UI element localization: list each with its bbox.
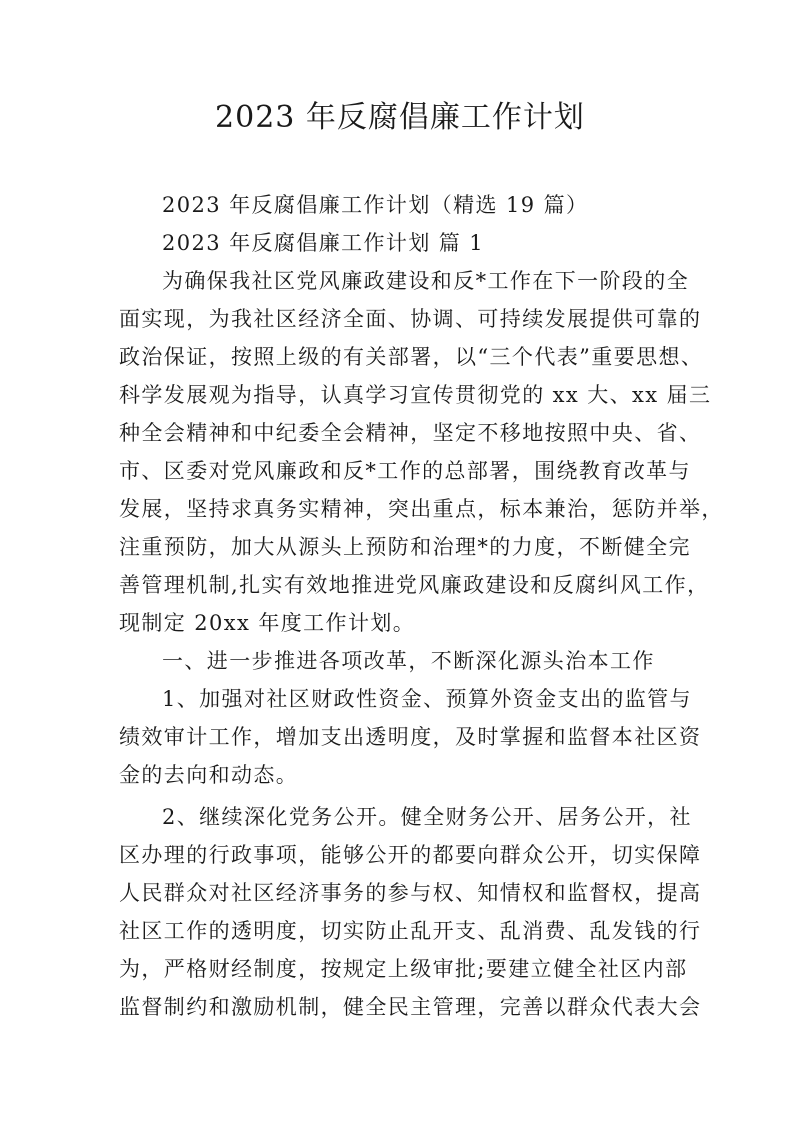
text-line: 金的去向和动态。 [119,763,299,787]
text-line: 2023 年反腐倡廉工作计划（精选 19 篇） [162,193,589,217]
document-body [119,186,724,1026]
text-line: 为确保我社区党风廉政建设和反*工作在下一阶段的全 [162,269,690,293]
text-line: 绩效审计工作，增加支出透明度，及时掌握和监督本社区资 [119,725,702,749]
text-line: 面实现，为我社区经济全面、协调、可持续发展提供可靠的 [119,307,702,331]
text-line: 为，严格财经制度，按规定上级审批;要建立健全社区内部 [119,957,688,981]
document-title: 2023 年反腐倡廉工作计划 [215,100,585,135]
text-line: 市、区委对党风廉政和反*工作的总部署，围绕教育改革与 [119,459,691,483]
text-line: 2023 年反腐倡廉工作计划 篇 1 [162,231,485,255]
text-line: 人民群众对社区经济事务的参与权、知情权和监督权，提高 [119,881,702,905]
text-line: 发展，坚持求真务实精神，突出重点，标本兼治，惩防并举， [119,497,724,521]
text-line: 政治保证，按照上级的有关部署，以“三个代表”重要思想、 [119,345,704,369]
text-line: 一、进一步推进各项改革，不断深化源头治本工作 [162,649,655,673]
text-line: 社区工作的透明度，切实防止乱开支、乱消费、乱发钱的行 [119,919,702,943]
text-line: 1、加强对社区财政性资金、预算外资金支出的监管与 [162,687,692,711]
text-line: 注重预防，加大从源头上预防和治理*的力度，不断健全完 [119,535,691,559]
text-line: 种全会精神和中纪委全会精神，坚定不移地按照中央、省、 [119,421,702,445]
text-line: 2、继续深化党务公开。健全财务公开、居务公开，社 [162,805,692,829]
text-line: 监督制约和激励机制，健全民主管理，完善以群众代表大会 [119,995,702,1019]
text-line: 善管理机制,扎实有效地推进党风廉政建设和反腐纠风工作， [119,573,710,597]
text-line: 科学发展观为指导，认真学习宣传贯彻党的 xx 大、xx 届三 [119,383,712,407]
text-line: 现制定 20xx 年度工作计划。 [119,611,416,635]
text-line: 区办理的行政事项，能够公开的都要向群众公开，切实保障 [119,843,702,867]
